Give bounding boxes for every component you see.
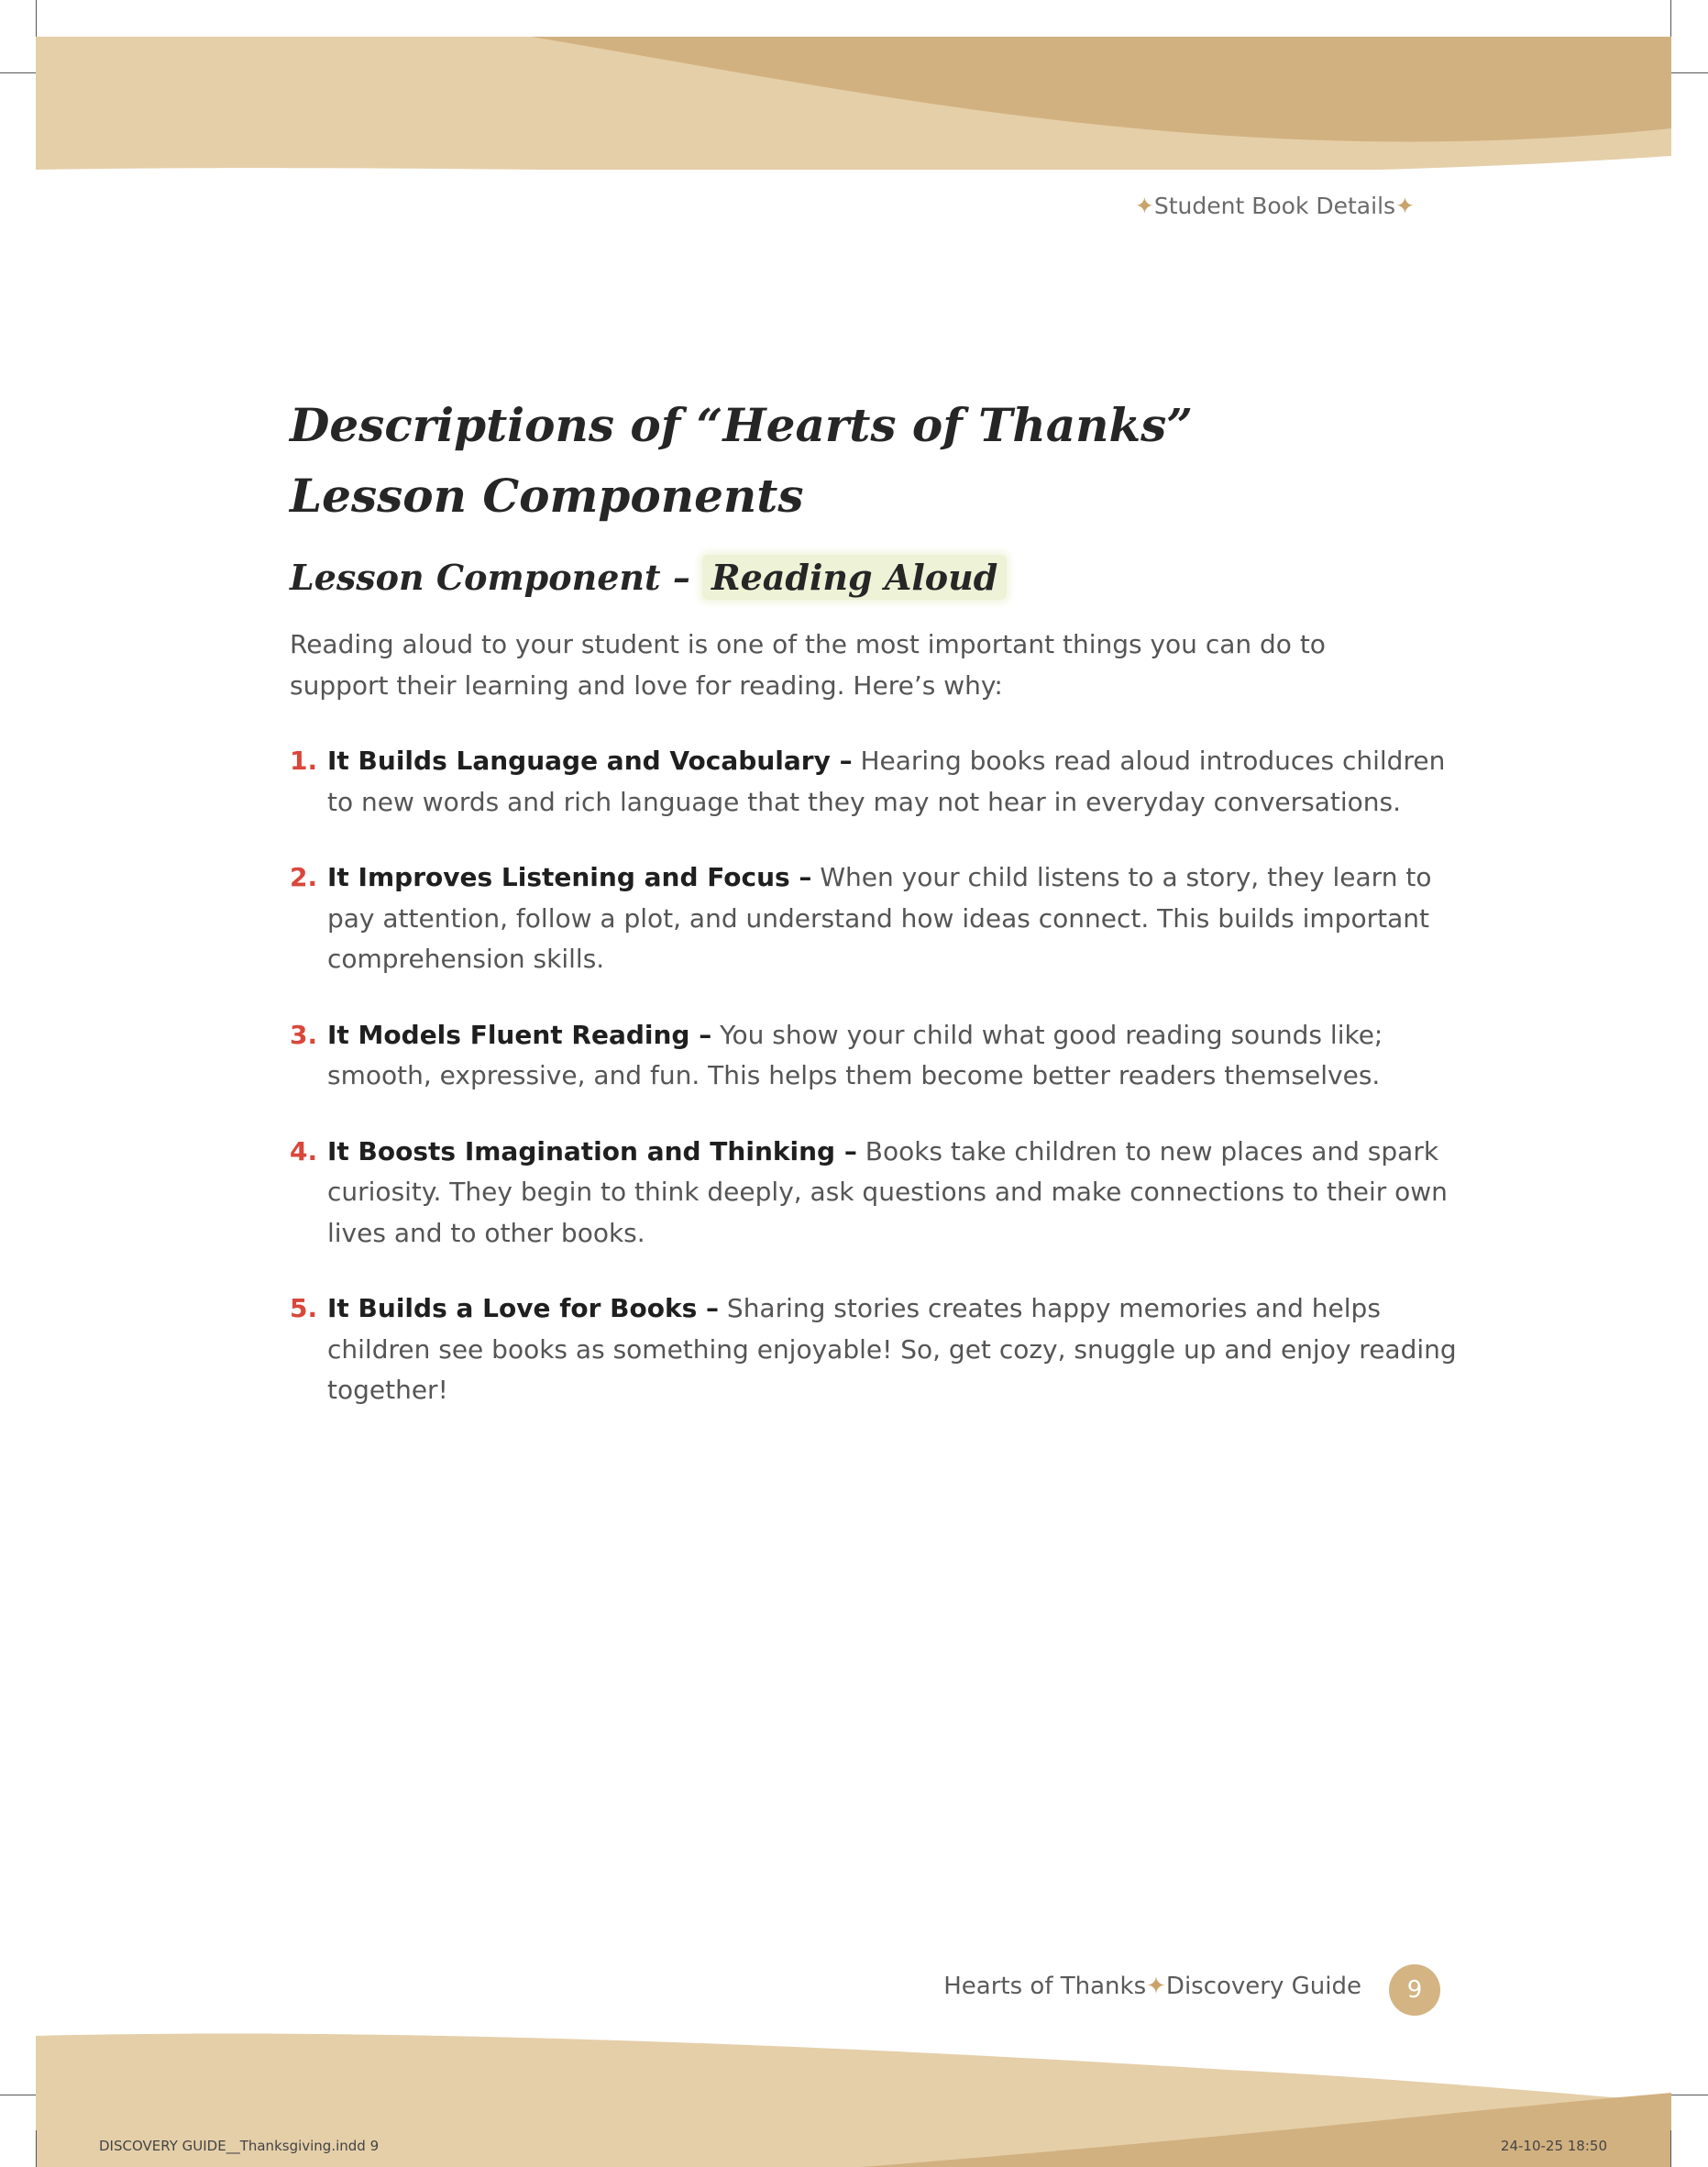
list-item-title: It Improves Listening and Focus – [327,862,812,892]
star-icon: ✦ [1395,193,1415,219]
file-slug: DISCOVERY GUIDE__Thanksgiving.indd 9 [99,2138,380,2154]
list-item-text: Hearing books read aloud introduces children to new words and rich language that they may not hear in everyday conversations. [327,746,1446,817]
list-item [290,857,1464,980]
list-item-title: It Boosts Imagination and Thinking – [327,1135,857,1166]
list-item [290,1015,1464,1097]
top-decorative-band [36,37,1671,170]
list-item [290,1132,1464,1255]
section-heading-highlight: Reading Aloud [702,555,1007,600]
star-icon: ✦ [1134,193,1154,219]
intro-paragraph: Reading aloud to your student is one of the most important things you can do to support their learning and love for reading. Here’s why: [290,629,1326,701]
page-title-line2: Lesson Components [290,469,804,523]
list-number: 3. [290,1019,318,1050]
list-item-title: It Models Fluent Reading – [327,1019,712,1050]
section-heading-prefix: Lesson Component – [290,557,703,598]
crop-mark [0,72,36,73]
page-title [290,390,1193,531]
list-item-text: When your child listens to a story, they learn to pay attention, follow a plot, and understand how ideas connect. This builds important comprehension skills. [327,862,1432,974]
page-number-badge: 9 [1389,1964,1440,2016]
list-number: 2. [290,862,318,892]
crop-mark [1670,0,1671,37]
star-icon: ✦ [1146,1973,1166,2000]
page-title-line1: Descriptions of “Hearts of Thanks” [290,398,1194,452]
crop-mark [36,0,37,37]
list-item-title: It Builds Language and Vocabulary – [327,746,853,776]
footer-title [943,1973,1361,2000]
print-timestamp: 24-10-25 18:50 [1500,2138,1607,2154]
list-item [290,741,1464,823]
list-item [290,1288,1464,1411]
list-item-title: It Builds a Love for Books – [327,1293,720,1323]
list-number: 4. [290,1135,318,1166]
footer-guide-label: Discovery Guide [1165,1973,1361,2000]
list-item-text: You show your child what good reading sounds like; smooth, expressive, and fun. This helps them become better readers themselves. [327,1019,1383,1090]
section-label-text: Student Book Details [1153,193,1396,219]
crop-mark [36,2130,37,2167]
footer-book-title: Hearts of Thanks [943,1973,1147,2000]
list-item-text: Sharing stories creates happy memories and helps children see books as something enjoyable! So, get cozy, snuggle up and enjoy reading together! [327,1293,1457,1405]
reasons-list [290,741,1457,1446]
crop-mark [1671,72,1708,73]
list-item-text: Books take children to new places and spark curiosity. They begin to think deeply, ask questions and make connections to their own lives and to other books. [327,1135,1448,1248]
section-heading [290,550,1007,605]
section-label [1135,193,1415,219]
crop-mark [1670,2130,1671,2167]
list-number: 5. [290,1293,318,1323]
list-number: 1. [290,746,318,776]
